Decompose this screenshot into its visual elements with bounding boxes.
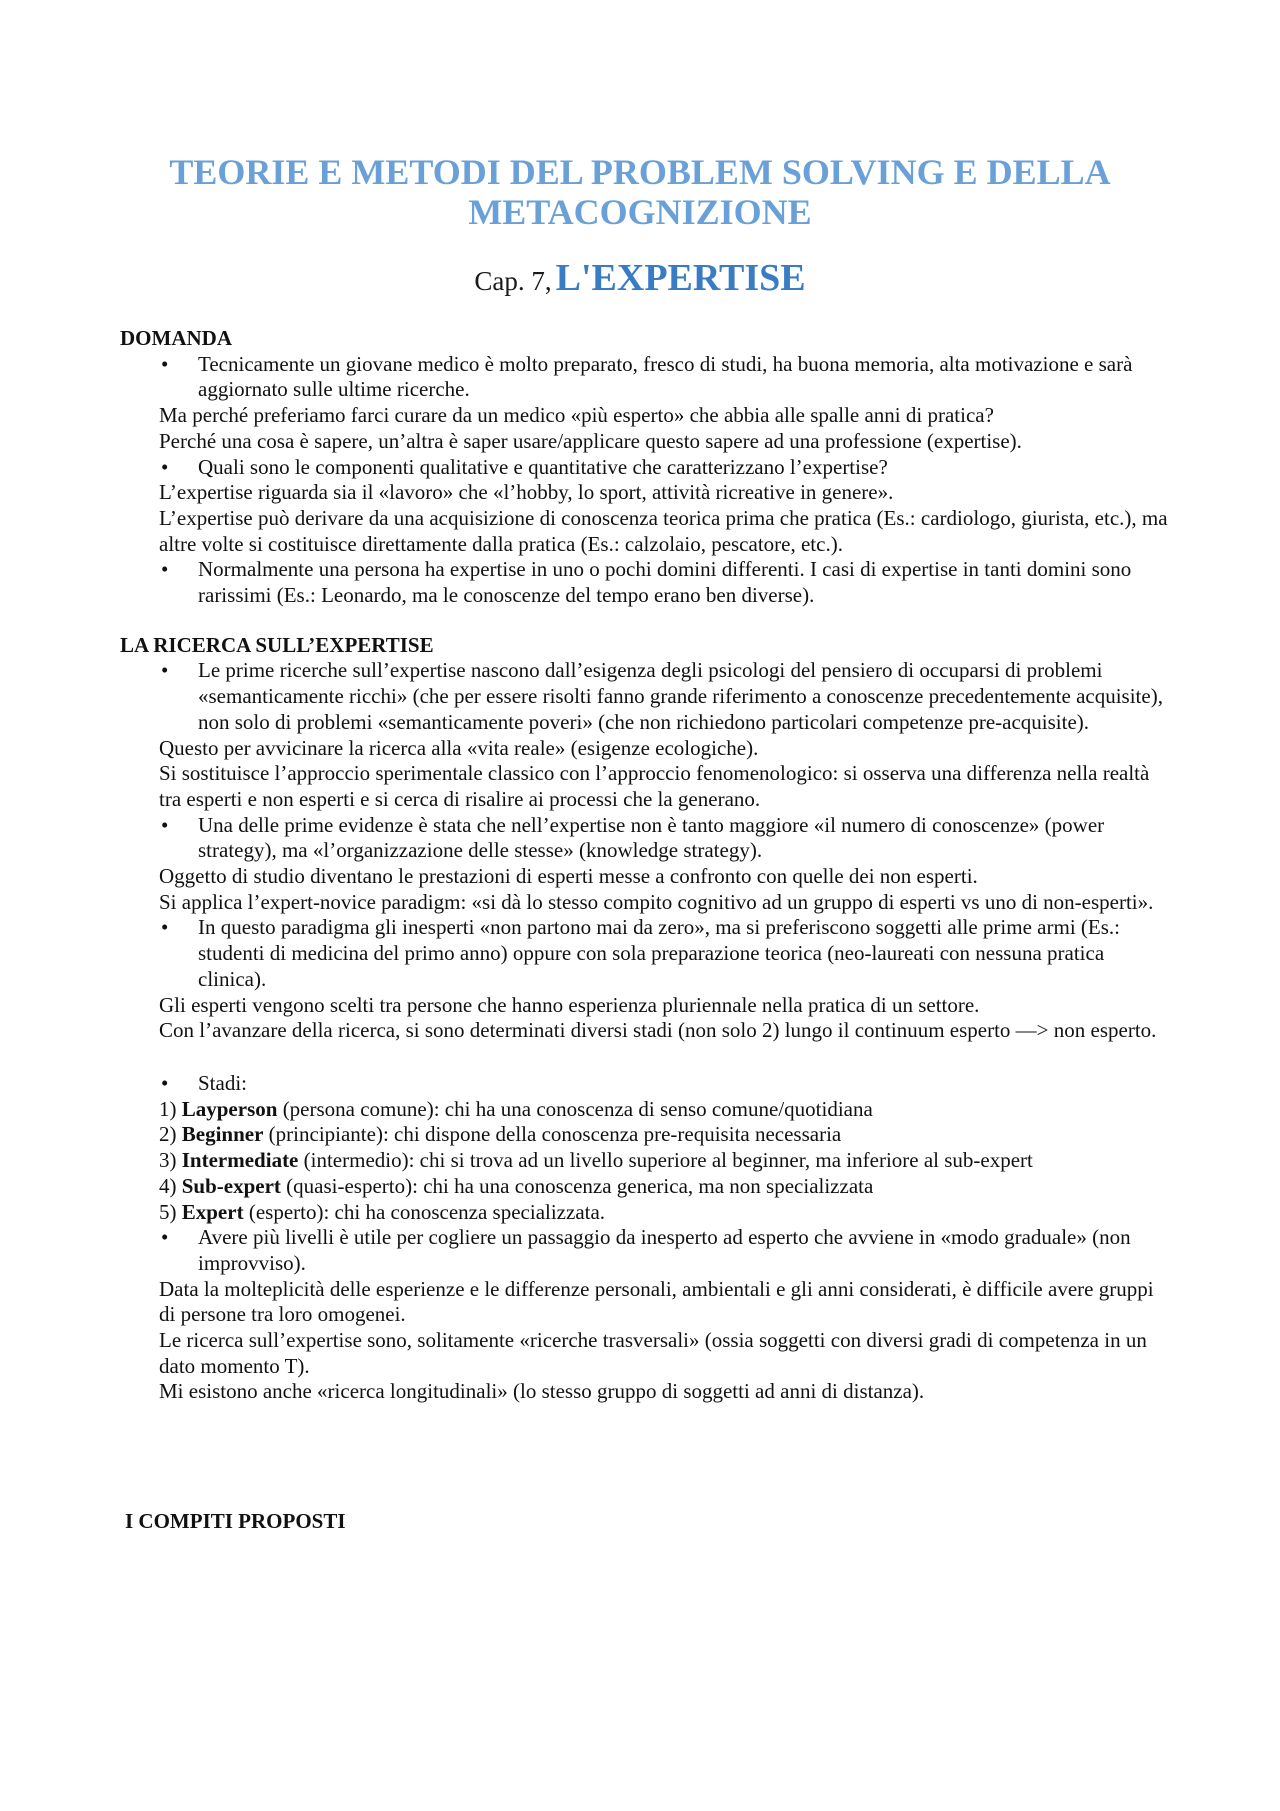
bullet-text: Tecnicamente un giovane medico è molto preparato, fresco di studi, ha buona memoria, alta motivazione e sarà aggiornato sulle ultime ricerche.: [198, 351, 1133, 402]
bullet-marker: •: [161, 1225, 169, 1250]
stage-term: Sub-expert: [181, 1173, 281, 1198]
bullet-marker: •: [161, 557, 169, 582]
bullet-item: [120, 813, 1170, 864]
stage-description: (intermedio): chi si trova ad un livello superiore al beginner, ma inferiore al sub-expert: [303, 1148, 1033, 1173]
section-heading-domanda: DOMANDA: [120, 326, 232, 350]
stage-description: (persona comune): chi ha una conoscenza di senso comune/quotidiana: [282, 1096, 873, 1121]
stage-number: 1): [159, 1096, 177, 1121]
bullet-item: [120, 557, 1170, 608]
bullet-item: [120, 915, 1170, 992]
section-heading-compiti: I COMPITI PROPOSTI: [125, 1509, 346, 1534]
bullet-item: [120, 1225, 1170, 1276]
paragraph: L’expertise può derivare da una acquisizione di conoscenza teorica prima che pratica (Es.: cardiologo, giurista, etc.), ma altre volte si costituisce direttamente dalla pratica (Es.: calzolaio, pescatore, etc.).: [159, 505, 1168, 556]
chapter-heading: [140, 256, 1140, 308]
paragraph: Questo per avvicinare la ricerca alla «vita reale» (esigenze ecologiche).: [159, 735, 759, 760]
bullet-text: Una delle prime evidenze è stata che nell’expertise non è tanto maggiore «il numero di conoscenze» (power strategy), ma «l’organizzazione delle stesse» (knowledge strategy).: [198, 812, 1105, 863]
bullet-text: In questo paradigma gli inesperti «non partono mai da zero», ma si preferiscono soggetti alle prime armi (Es.: studenti di medicina del primo anno) oppure con sola preparazione teorica (neo-laureati con nessuna pratica clinica).: [198, 915, 1120, 991]
paragraph: Data la molteplicità delle esperienze e le differenze personali, ambientali e gli anni considerati, è difficile avere gruppi di persone tra loro omogenei.: [159, 1276, 1154, 1327]
bullet-item: [120, 455, 1170, 481]
stage-term: Expert: [181, 1199, 244, 1224]
bullet-marker: •: [161, 812, 169, 837]
paragraph: Si sostituisce l’approccio sperimentale classico con l’approccio fenomenologico: si osserva una differenza nella realtà tra esperti e non esperti e si cerca di risalire ai processi che la generano.: [159, 761, 1150, 811]
paragraph: Oggetto di studio diventano le prestazioni di esperti messe a confronto con quelle dei non esperti.: [159, 864, 978, 889]
stage-term: Intermediate: [181, 1148, 299, 1173]
chapter-title: L'EXPERTISE: [555, 257, 806, 299]
stage-number: 5): [159, 1199, 177, 1224]
paragraph: Perché una cosa è sapere, un’altra è saper usare/applicare questo sapere ad una professione (expertise).: [159, 428, 1022, 453]
bullet-text: Normalmente una persona ha expertise in uno o pochi domini differenti. I casi di expertise in tanti domini sono rarissimi (Es.: Leonardo, ma le conoscenze del tempo erano ben diverse).: [198, 557, 1132, 608]
paragraph: Mi esistono anche «ricerca longitudinali» (lo stesso gruppo di soggetti ad anni di distanza).: [159, 1379, 925, 1404]
bullet-text: Avere più livelli è utile per cogliere un passaggio da inesperto ad esperto che avviene in «modo graduale» (non improvviso).: [198, 1225, 1131, 1275]
stage-item: [120, 1200, 1170, 1226]
bullet-item: [120, 352, 1170, 403]
bullet-text: Stadi:: [198, 1070, 248, 1095]
stage-item: [120, 1148, 1170, 1174]
stage-number: 4): [159, 1173, 177, 1198]
bullet-text: Quali sono le componenti qualitative e quantitative che caratterizzano l’expertise?: [198, 454, 888, 479]
bullet-marker: •: [161, 454, 169, 479]
paragraph: Con l’avanzare della ricerca, si sono determinati diversi stadi (non solo 2) lungo il continuum esperto —> non esperto.: [159, 1018, 1157, 1043]
stage-item: [120, 1097, 1170, 1123]
bullet-marker: •: [161, 1070, 169, 1095]
paragraph: Gli esperti vengono scelti tra persone che hanno esperienza pluriennale nella pratica di un settore.: [159, 992, 980, 1017]
stage-description: (quasi-esperto): chi ha una conoscenza generica, ma non specializzata: [286, 1173, 874, 1198]
stage-term: Beginner: [181, 1122, 264, 1147]
bullet-item: [120, 658, 1170, 735]
bullet-text: Le prime ricerche sull’expertise nascono dall’esigenza degli psicologi del pensiero di occuparsi di problemi «semanticamente ricchi» (che per essere risolti fanno grande riferimento a conoscenze precedentemente acquisite), non solo di problemi «semanticamente poveri» (che non richiedono particolari competenze pre-acquisite).: [198, 658, 1163, 734]
stage-description: (principiante): chi dispone della conoscenza pre-requisita necessaria: [268, 1122, 842, 1147]
paragraph: Ma perché preferiamo farci curare da un medico «più esperto» che abbia alle spalle anni di pratica?: [159, 403, 994, 428]
bullet-marker: •: [161, 351, 169, 376]
stage-item: [120, 1174, 1170, 1200]
document-body: [120, 326, 1170, 1535]
stage-term: Layperson: [181, 1096, 278, 1121]
stage-number: 3): [159, 1148, 177, 1173]
bullet-marker: •: [161, 658, 169, 683]
paragraph: Le ricerca sull’expertise sono, solitamente «ricerche trasversali» (ossia soggetti con diversi gradi di competenza in un dato momento T).: [159, 1328, 1147, 1378]
stage-number: 2): [159, 1122, 177, 1147]
section-heading-ricerca: LA RICERCA SULL’EXPERTISE: [120, 632, 434, 657]
bullet-marker: •: [161, 915, 169, 940]
stage-item: [120, 1122, 1170, 1148]
bullet-item: [120, 1071, 1170, 1097]
stage-description: (esperto): chi ha conoscenza specializzata.: [248, 1199, 606, 1224]
paragraph: L’expertise riguarda sia il «lavoro» che «l’hobby, lo sport, attività ricreative in genere».: [159, 480, 894, 505]
chapter-number: Cap. 7,: [474, 266, 552, 296]
document-title: TEORIE E METODI DEL PROBLEM SOLVING E DELLA METACOGNIZIONE: [169, 152, 1111, 232]
paragraph: Si applica l’expert-novice paradigm: «si dà lo stesso compito cognitivo ad un gruppo di esperti vs uno di non-esperti».: [159, 889, 1154, 914]
